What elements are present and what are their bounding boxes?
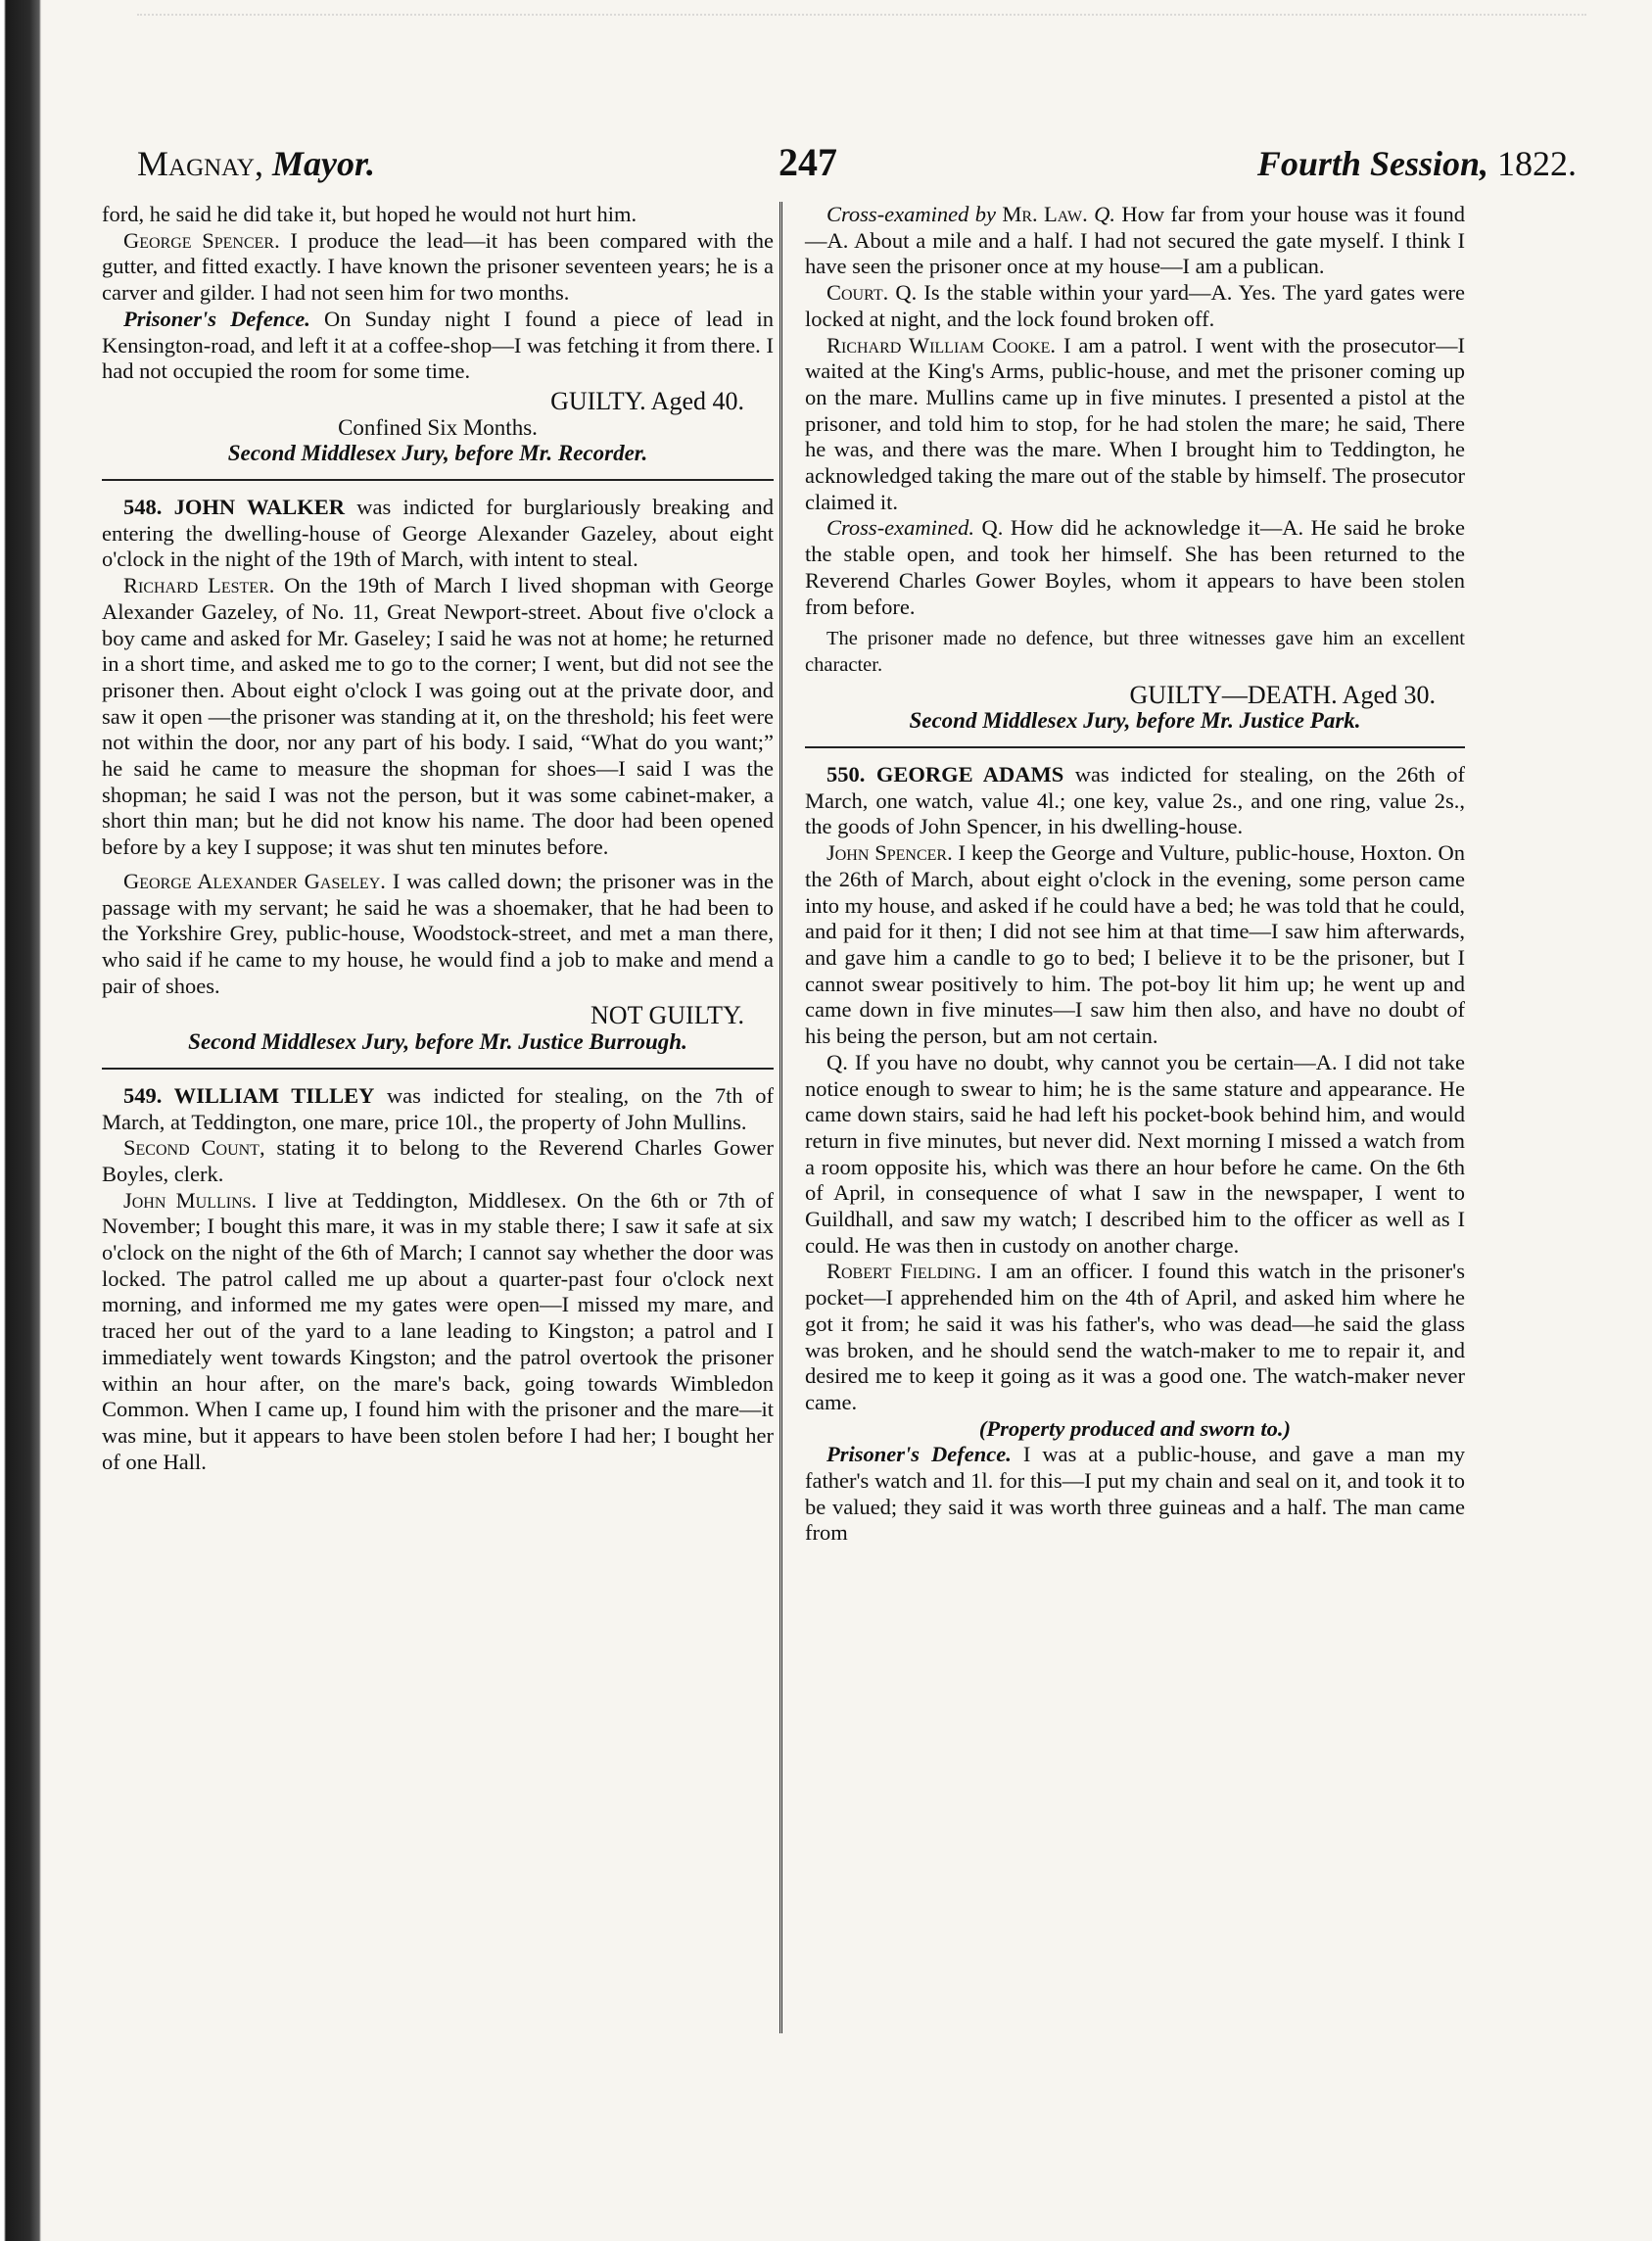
jury-line: Second Middlesex Jury, before Mr. Recorder. xyxy=(227,441,648,466)
jury-line: Second Middlesex Jury, before Mr. Justice Burrough. xyxy=(188,1029,687,1055)
page-number: 247 xyxy=(779,140,837,184)
case-number-name: 550. GEORGE ADAMS xyxy=(826,762,1064,787)
speaker: Richard William Cooke. xyxy=(826,332,1057,358)
indictment: was indicted for burglariously breaking and entering the dwelling-house of George Alexander Gazeley, about eight o'clock in the night of the 19th of March, with intent to steal. xyxy=(102,495,774,572)
paragraph: Q. If you have no doubt, why cannot you be certain—A. I did not take notice enough to swear to him; he is the same stature and appearance. He came down stairs, said he had left his pocket-book behind him, and would return in five minutes, but never did. Next morning I missed a watch from a room opposite his, which was there an hour before he came. On the 6th of April, in consequence of what I saw in the newspaper, I went to Guildhall, and saw my watch; I described him to the officer as well as I could. He was then in custody on another charge. xyxy=(805,1049,1465,1258)
paragraph xyxy=(805,202,1465,280)
paragraph xyxy=(102,1188,774,1476)
speaker: John Spencer. xyxy=(826,840,953,866)
property-note: (Property produced and sworn to.) xyxy=(978,1415,1292,1441)
case-rule xyxy=(805,746,1465,748)
indictment: was indicted for stealing, on the 7th of March, at Teddington, one mare, price 10l., the property of John Mullins. xyxy=(102,1082,774,1134)
running-header xyxy=(137,140,1577,192)
question-mark: Q. xyxy=(1087,202,1115,226)
case-rule xyxy=(102,479,774,481)
label: Prisoner's Defence. xyxy=(826,1442,1012,1467)
label: Cross-examined by xyxy=(826,202,996,226)
paragraph xyxy=(102,1135,774,1187)
mayor-name: Magnay, xyxy=(137,144,263,183)
testimony: Q. How did he acknowledge it—A. He said he broke the stable open, and took her himself. She has been returned to the Reverend Charles Gower Boyles, whom it appears to have been stolen from before. xyxy=(805,515,1465,619)
testimony: How far from your house was it found—A. About a mile and a half. I had not secured the gate myself. I think I have seen the prisoner once at my house—I am a publican. xyxy=(805,202,1465,279)
header-mayor xyxy=(137,143,375,184)
paragraph xyxy=(102,573,774,861)
column-divider xyxy=(779,202,782,2033)
paragraph xyxy=(805,840,1465,1050)
session-year: 1822. xyxy=(1497,144,1577,183)
testimony: On Sunday night I found a piece of lead in Kensington-road, and left it at a coffee-shop—I was fetching it from there. I had not occupied the room for some time. xyxy=(102,306,774,384)
counsel: Mr. Law. xyxy=(995,202,1088,226)
case-heading xyxy=(102,495,774,573)
case-number-name: 549. WILLIAM TILLEY xyxy=(123,1082,375,1108)
testimony: stating it to belong to the Reverend Charles Gower Boyles, clerk. xyxy=(102,1135,774,1186)
case-rule xyxy=(102,1068,774,1070)
testimony: Q. Is the stable within your yard—A. Yes. The yard gates were locked at night, and the lock found broken off. xyxy=(805,280,1465,331)
paragraph xyxy=(805,515,1465,620)
scan-speckle xyxy=(137,14,1586,24)
indictment: was indicted for stealing, on the 26th of March, one watch, value 4l.; one key, value 2s., and one ring, value 2s., the goods of John Spencer, in his dwelling-house. xyxy=(805,762,1465,839)
label: Prisoner's Defence. xyxy=(123,306,310,331)
case-heading xyxy=(805,762,1465,840)
label: Second Count, xyxy=(123,1135,265,1161)
paragraph xyxy=(805,1442,1465,1547)
testimony: I was at a public-house, and gave a man my father's watch and 1l. for this—I put my chain and seal on it, and took it to be valued; they said it was worth three guineas and a half. The man came from xyxy=(805,1442,1465,1546)
paragraph xyxy=(805,280,1465,332)
note: The prisoner made no defence, but three witnesses gave him an excellent character. xyxy=(805,628,1465,676)
testimony: I am an officer. I found this watch in the prisoner's pocket—I apprehended him on the 4th of April, and asked him where he got it from; he said it was his father's, who was dead—he said the glass was broken, and he should send the watch-maker to me to repair it, and desired me to keep it going as it was a good one. The watch-maker never came. xyxy=(805,1259,1465,1414)
paragraph xyxy=(102,307,774,385)
paragraph: ford, he said he did take it, but hoped he would not hurt him. xyxy=(102,202,637,226)
testimony: I produce the lead—it has been compared with the gutter, and fitted exactly. I have known the prisoner seventeen years; he is a carver and gilder. I had not seen him for two months. xyxy=(102,227,774,306)
paragraph xyxy=(805,1259,1465,1415)
testimony: I keep the George and Vulture, public-house, Hoxton. On the 26th of March, about eight o'clock in the evening, some person came into my house, and asked if he could have a bed; he was told that he could, and paid for it then; I did not see him at that time—I saw him afterwards, and gave him a candle to go to bed; I believe it to be the prisoner, but I cannot swear positively to him. The pot-boy lit him up; he went up and came down in five minutes—I saw him then also, and have no doubt of his being the person, but am not certain. xyxy=(805,840,1465,1049)
label: Cross-examined. xyxy=(826,515,975,541)
session-label: Fourth Session, xyxy=(1256,144,1488,183)
testimony: On the 19th of March I lived shopman with George Alexander Gazeley, of No. 11, Great Newport-street. About five o'clock a boy came and asked for Mr. Gaseley; I said he was not at home; he returned in a short time, and asked me to go to the corner; I went, but did not see the prisoner then. About eight o'clock I was going out at the private door, and saw it open —the prisoner was standing at it, on the threshold; his feet were not within the door, nor any part of his body. I said, “What do you want;” he said he came to measure the shopman for shoes—I said I was the shopman; he said I was not the person, but it was some cabinet-maker, a short thin man; but he did not know his name. The door had been opened before by a key I suppose; it was shut ten minutes before. xyxy=(102,573,774,860)
label: Court. xyxy=(826,280,889,306)
left-column xyxy=(102,202,774,1475)
testimony: I am a patrol. I went with the prosecutor—I waited at the King's Arms, public-house, and met the prisoner coming up on the mare. Mullins came up in five minutes. I presented a pistol at the prisoner, and told him to stop, for he had stolen the mare; he said, There he was, and there was the mare. When I brought him to Teddington, he acknowledged taking the mare out of the stable by himself. The prosecutor claimed it. xyxy=(805,332,1465,514)
speaker: Robert Fielding. xyxy=(826,1259,982,1284)
paragraph xyxy=(102,228,774,307)
testimony: I live at Teddington, Middlesex. On the 6th or 7th of November; I bought this mare, it was in my stable there; I saw it safe at six o'clock on the night of the 6th of March; I cannot say whether the door was locked. The patrol called me up about a quarter-past four o'clock next morning, and informed me my gates were open—I missed my mare, and traced her out of the yard to a lane leading to Kingston; a patrol and I immediately went towards Kingston; and the patrol overtook the prisoner within an hour after, on the mare's back, going towards Wimbledon Common. When I came up, I found him with the prisoner and the mare—it was mine, but it appears to have been stolen before I had her; I bought her of one Hall. xyxy=(102,1187,774,1474)
paragraph xyxy=(102,869,774,1000)
case-number-name: 548. JOHN WALKER xyxy=(123,495,345,520)
speaker: George Alexander Gaseley. xyxy=(123,868,386,893)
speaker: Richard Lester. xyxy=(123,573,275,598)
verdict: NOT GUILTY. xyxy=(590,1001,744,1030)
right-column xyxy=(805,202,1465,1547)
paragraph xyxy=(805,333,1465,516)
case-heading xyxy=(102,1083,774,1135)
speaker: George Spencer. xyxy=(123,227,280,253)
testimony: I was called down; the prisoner was in the passage with my servant; he said he was a shoemaker, that he had been to the Yorkshire Grey, public-house, Woodstock-street, and met a man there, who said if he came to my house, he would find a job to make and mend a pair of shoes. xyxy=(102,868,774,998)
speaker: John Mullins. xyxy=(123,1187,258,1213)
book-spine-shadow xyxy=(0,0,41,2241)
sentence: Confined Six Months. xyxy=(338,414,538,440)
jury-line: Second Middlesex Jury, before Mr. Justice Park. xyxy=(909,708,1361,734)
verdict: GUILTY. Aged 40. xyxy=(550,386,744,415)
verdict: GUILTY—DEATH. Aged 30. xyxy=(1129,680,1436,709)
mayor-title: Mayor. xyxy=(272,144,376,183)
header-session xyxy=(1257,143,1577,184)
